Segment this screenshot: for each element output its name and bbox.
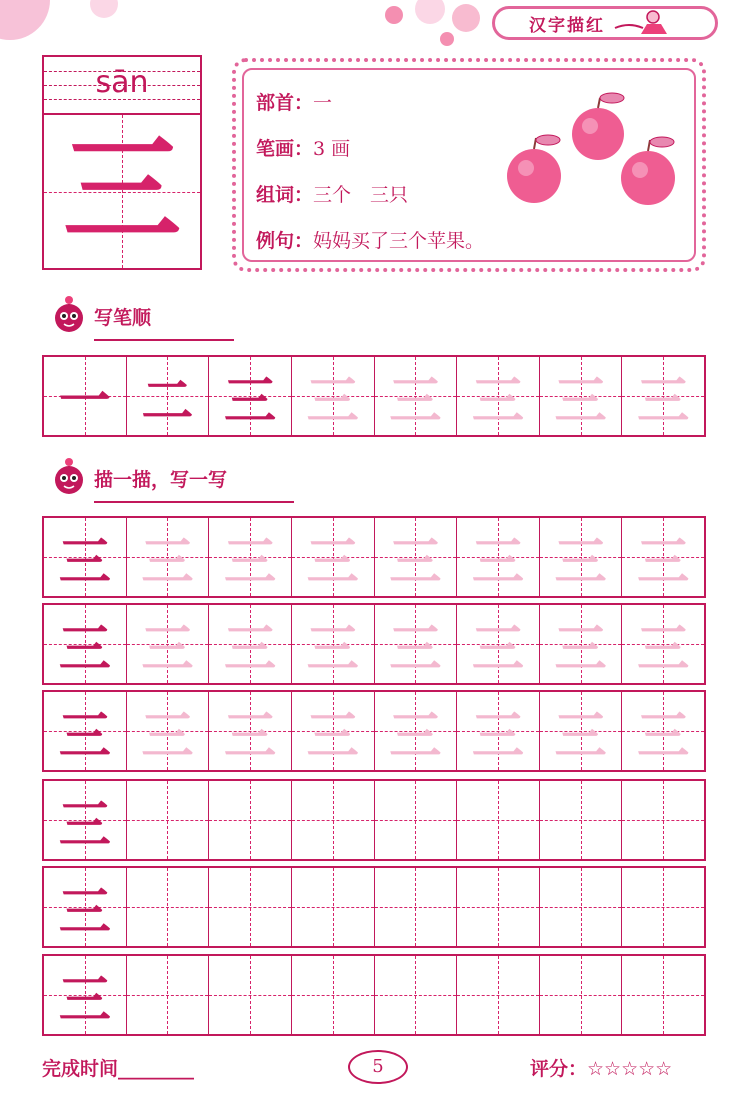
model-character: 三 — [58, 531, 111, 593]
radical-row — [256, 88, 332, 115]
info-box — [232, 58, 706, 272]
writing-cell — [208, 868, 291, 946]
practice-row — [42, 516, 706, 598]
writing-cell — [126, 868, 209, 946]
radical-label: 部首： — [256, 92, 314, 114]
section-stroke-order-title: 写笔顺 — [94, 306, 152, 329]
writing-cell — [539, 357, 622, 435]
writing-cell — [374, 868, 457, 946]
decor-bubble — [415, 0, 445, 24]
writing-cell — [539, 605, 622, 683]
writing-cell — [208, 781, 291, 859]
writing-cell — [291, 518, 374, 596]
section-underline — [94, 501, 294, 503]
trace-character: 三 — [389, 618, 442, 680]
writing-cell — [374, 605, 457, 683]
writing-cell — [374, 692, 457, 770]
writing-cell — [456, 781, 539, 859]
writing-cell — [44, 605, 126, 683]
writing-cell — [126, 518, 209, 596]
writing-cell — [539, 956, 622, 1034]
decor-bubble — [385, 6, 403, 24]
writing-cell — [291, 357, 374, 435]
model-character: 三 — [58, 881, 111, 943]
trace-character: 三 — [389, 531, 442, 593]
header-tag-label: 汉字描红 — [529, 15, 605, 36]
words-value: 三个 三只 — [313, 184, 409, 206]
section-trace-write-title: 描一描，写一写 — [94, 468, 228, 491]
trace-character: 三 — [554, 705, 607, 767]
trace-character: 三 — [637, 370, 690, 432]
writing-cell — [539, 781, 622, 859]
trace-character: 三 — [637, 705, 690, 767]
writing-cell — [126, 605, 209, 683]
writing-cell — [126, 956, 209, 1034]
writing-cell — [456, 956, 539, 1034]
writing-cell — [126, 692, 209, 770]
writing-cell — [44, 781, 126, 859]
writing-cell — [44, 357, 126, 435]
decor-bubble — [452, 4, 480, 32]
pinyin-text: sān — [95, 65, 149, 100]
trace-character: 三 — [389, 705, 442, 767]
stroke-order-grid — [42, 355, 706, 437]
model-character: 三 — [58, 794, 111, 856]
trace-character: 三 — [471, 618, 524, 680]
writing-cell — [208, 956, 291, 1034]
trace-character: 三 — [306, 531, 359, 593]
trace-character: 三 — [389, 370, 442, 432]
decor-bubble — [90, 0, 118, 18]
writing-cell — [621, 868, 704, 946]
model-character: 三 — [58, 969, 111, 1031]
model-character: 三 — [58, 618, 111, 680]
score: 评分：☆☆☆☆☆ — [530, 1058, 673, 1080]
trace-character: 三 — [141, 531, 194, 593]
writing-cell — [456, 357, 539, 435]
writing-cell — [456, 868, 539, 946]
model-character: 三 — [58, 705, 111, 767]
hero-character: 三 — [62, 120, 181, 259]
trace-character: 三 — [224, 705, 277, 767]
header-tag — [492, 6, 718, 40]
sentence-label: 例句： — [256, 230, 314, 252]
writing-cell — [539, 518, 622, 596]
writing-cell — [374, 357, 457, 435]
writing-cell — [44, 692, 126, 770]
practice-row — [42, 779, 706, 861]
trace-character: 三 — [637, 618, 690, 680]
model-character: 二 — [141, 370, 194, 432]
completion-time: 完成时间________ — [42, 1058, 195, 1080]
apple-icon — [507, 135, 561, 203]
writing-cell — [621, 692, 704, 770]
writing-cell — [621, 357, 704, 435]
section-trace-write — [50, 456, 227, 500]
apples-illustration — [498, 82, 688, 212]
writing-cell — [456, 605, 539, 683]
writing-cell — [208, 518, 291, 596]
words-row — [256, 180, 408, 207]
trace-character: 三 — [471, 531, 524, 593]
model-character: 一 — [58, 370, 111, 432]
trace-character: 三 — [471, 705, 524, 767]
writing-cell — [44, 956, 126, 1034]
strokes-value: 3 画 — [313, 138, 351, 160]
girl-icon — [611, 8, 671, 38]
page-number: 5 — [348, 1050, 408, 1084]
hero-grid — [44, 115, 200, 268]
apple-icon — [572, 93, 624, 160]
writing-cell — [374, 781, 457, 859]
trace-character: 三 — [141, 618, 194, 680]
trace-character: 三 — [224, 618, 277, 680]
trace-character: 三 — [306, 705, 359, 767]
writing-cell — [621, 956, 704, 1034]
writing-cell — [44, 518, 126, 596]
trace-character: 三 — [306, 370, 359, 432]
decor-bubble — [440, 32, 454, 46]
practice-row — [42, 866, 706, 948]
mascot-icon — [50, 456, 88, 500]
sentence-row — [256, 226, 484, 253]
writing-cell — [208, 605, 291, 683]
trace-character: 三 — [141, 705, 194, 767]
trace-character: 三 — [637, 531, 690, 593]
writing-cell — [539, 692, 622, 770]
writing-cell — [539, 868, 622, 946]
writing-cell — [456, 692, 539, 770]
writing-cell — [621, 518, 704, 596]
trace-character: 三 — [306, 618, 359, 680]
writing-cell — [621, 781, 704, 859]
writing-cell — [291, 868, 374, 946]
writing-cell — [621, 605, 704, 683]
writing-cell — [291, 956, 374, 1034]
trace-character: 三 — [554, 370, 607, 432]
practice-row — [42, 690, 706, 772]
trace-character: 三 — [471, 370, 524, 432]
writing-cell — [126, 357, 209, 435]
radical-value: 一 — [313, 92, 333, 114]
trace-character: 三 — [224, 531, 277, 593]
strokes-row — [256, 134, 350, 161]
model-character: 三 — [224, 370, 277, 432]
pinyin-zone — [44, 57, 200, 115]
strokes-label: 笔画： — [256, 138, 314, 160]
writing-cell — [291, 781, 374, 859]
sentence-value: 妈妈买了三个苹果。 — [313, 230, 485, 252]
writing-cell — [44, 868, 126, 946]
writing-cell — [291, 605, 374, 683]
writing-cell — [208, 692, 291, 770]
trace-character: 三 — [554, 531, 607, 593]
writing-cell — [456, 518, 539, 596]
writing-cell — [374, 956, 457, 1034]
decor-bubble — [0, 0, 50, 40]
writing-cell — [291, 692, 374, 770]
trace-character: 三 — [554, 618, 607, 680]
apple-icon — [621, 137, 675, 205]
practice-row — [42, 603, 706, 685]
writing-cell — [126, 781, 209, 859]
practice-row — [42, 954, 706, 1036]
section-stroke-order — [50, 294, 151, 338]
hero-character-box — [42, 55, 202, 270]
writing-cell — [374, 518, 457, 596]
section-underline — [94, 339, 234, 341]
mascot-icon — [50, 294, 88, 338]
writing-cell — [208, 357, 291, 435]
words-label: 组词： — [256, 184, 314, 206]
